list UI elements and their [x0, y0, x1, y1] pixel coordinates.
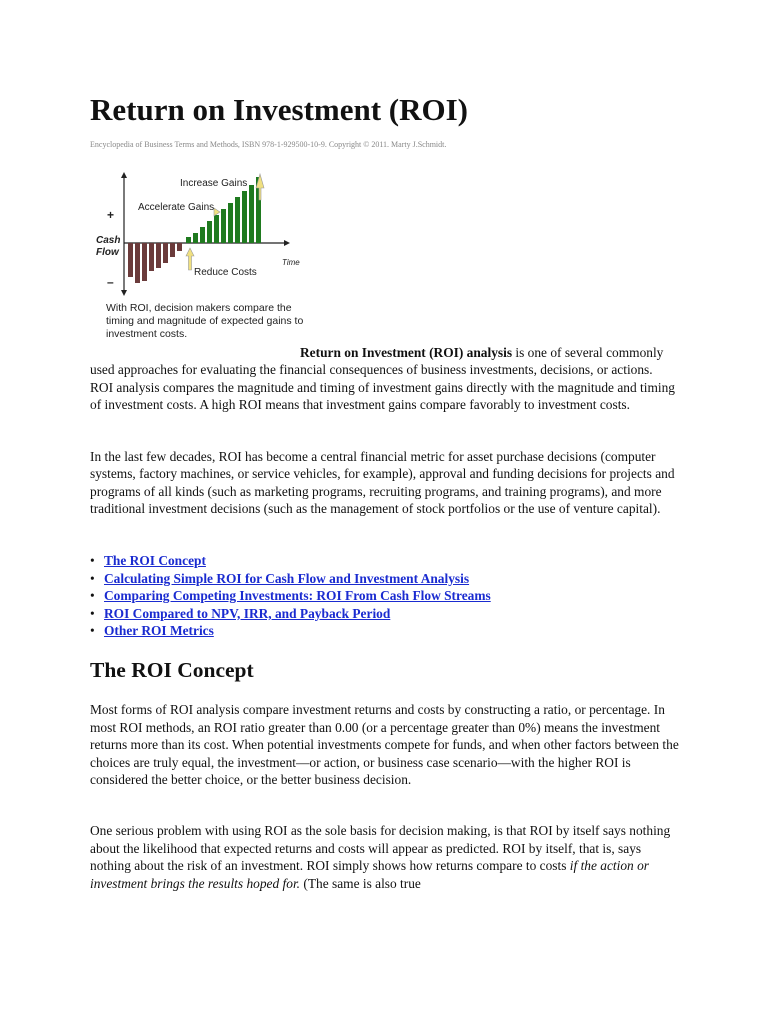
table-of-contents	[90, 552, 491, 640]
negative-bar	[156, 243, 161, 268]
positive-bar	[242, 191, 247, 243]
positive-bar	[200, 227, 205, 243]
bullet-icon: •	[90, 623, 95, 639]
negative-bar	[163, 243, 168, 263]
negative-bar	[177, 243, 182, 251]
paragraph-3: Most forms of ROI analysis compare investment returns and costs by constructing a ratio, or percentage. In most ROI methods, an ROI ratio greater than 0.00 (or a percentage greater than 0%) means the investment returns more than its cost. When potential investments compete for funds, and when other factors between the choices are truly equal, the investment—or action, or business case scenario—with the higher ROI is considered the better choice, or the better business decision.	[90, 702, 679, 788]
positive-bar	[186, 237, 191, 243]
positive-bar	[193, 233, 198, 243]
label-plus: +	[107, 208, 115, 222]
positive-bar	[235, 197, 240, 243]
roi-cash-flow-figure	[90, 170, 304, 348]
negative-bar	[128, 243, 133, 277]
positive-bar	[221, 209, 226, 243]
negative-bar	[170, 243, 175, 257]
toc-link[interactable]: ROI Compared to NPV, IRR, and Payback Period	[104, 605, 391, 621]
paragraph-4-italic: if the action or investment brings the results hoped for.	[90, 858, 650, 891]
negative-bar	[135, 243, 140, 283]
bullet-icon: •	[90, 553, 95, 568]
paragraph-4-text-b: (The same is also true	[300, 875, 421, 891]
y-axis-arrow-down	[121, 290, 127, 296]
paragraph-4	[90, 822, 680, 892]
section-heading: The ROI Concept	[90, 658, 254, 682]
accelerate-arrow-icon	[214, 208, 220, 216]
positive-bar	[207, 221, 212, 243]
bullet-icon: •	[90, 588, 95, 604]
x-axis-arrow	[284, 240, 290, 246]
toc-item	[90, 552, 491, 570]
cash-flow-chart	[90, 170, 300, 302]
toc-link[interactable]: Comparing Competing Investments: ROI From Cash Flow Streams	[104, 588, 491, 604]
label-reduce-costs: Reduce Costs	[194, 267, 257, 278]
toc-link[interactable]: The ROI Concept	[104, 553, 206, 568]
positive-bar	[228, 203, 233, 243]
toc-link[interactable]: Other ROI Metrics	[104, 623, 214, 639]
label-accelerate-gains: Accelerate Gains	[138, 202, 215, 213]
positive-bar	[249, 185, 254, 243]
y-axis-arrow-up	[121, 172, 127, 178]
label-flow: Flow	[96, 247, 119, 258]
intro-paragraph	[90, 344, 678, 414]
paragraph-2: In the last few decades, ROI has become a central financial metric for asset purchase decisions (computer systems, factory machines, or service vehicles, for example), approval and funding decisions for projects and programs of all kinds (such as marketing programs, recruiting programs, and training programs), and more traditional investment decisions (such as the management of stock portfolios or the use of venture capital).	[90, 449, 675, 517]
intro-bold-lead: Return on Investment (ROI) analysis	[300, 345, 513, 360]
toc-item	[90, 587, 491, 605]
label-increase-gains: Increase Gains	[180, 178, 248, 189]
bullet-icon: •	[90, 605, 95, 621]
toc-link[interactable]: Calculating Simple ROI for Cash Flow and Investment Analysis	[104, 570, 470, 586]
bullet-icon: •	[90, 570, 95, 586]
negative-bar	[142, 243, 147, 281]
paragraph-4-text-a: One serious problem with using ROI as the sole basis for decision making, is that ROI by itself says nothing about the likelihood that expected returns and costs will appear as predicted. ROI by itself, that is, says nothing about the risk of an investment. ROI simply shows how returns compare to costs	[90, 823, 671, 874]
positive-bar	[214, 215, 219, 243]
negative-bar	[149, 243, 154, 271]
citation-line: Encyclopedia of Business Terms and Methods, ISBN 978-1-929500-10-9. Copyright © 2011. Marty J.Schmidt.	[90, 140, 447, 149]
figure-caption: With ROI, decision makers compare the timing and magnitude of expected gains to investment costs.	[106, 302, 304, 340]
label-cash: Cash	[96, 235, 121, 246]
toc-item	[90, 622, 491, 640]
intro-text: is one of several commonly used approaches for evaluating the financial consequences of business investments, decisions, or actions. ROI analysis compares the magnitude and timing of investment gains directly with the magnitude and timing of investment costs. A high ROI means that investment gains compare favorably to investment costs.	[90, 345, 675, 413]
toc-item	[90, 605, 491, 623]
toc-item	[90, 570, 491, 588]
page-title: Return on Investment (ROI)	[90, 92, 469, 127]
label-time: Time	[282, 258, 300, 267]
label-minus: –	[107, 275, 114, 289]
reduce-arrow-icon	[186, 248, 194, 270]
